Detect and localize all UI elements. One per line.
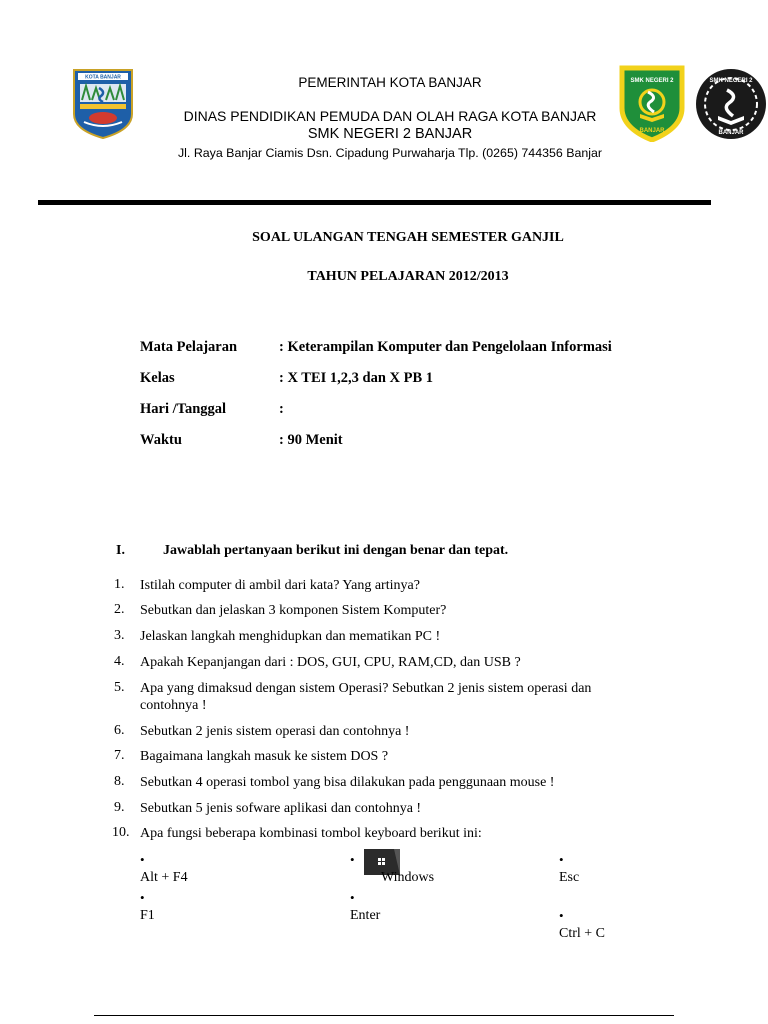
- info-value-time: : 90 Menit: [279, 432, 343, 448]
- info-value-class: : X TEI 1,2,3 dan X PB 1: [279, 370, 434, 386]
- key-windows: Windows: [381, 870, 435, 885]
- bullet-f1: •: [140, 890, 145, 905]
- header-department: DINAS PENDIDIKAN PEMUDA DAN OLAH RAGA KOTA BANJAR: [183, 108, 597, 124]
- key-enter: Enter: [350, 908, 381, 923]
- exam-title: SOAL ULANGAN TENGAH SEMESTER GANJIL: [252, 230, 564, 245]
- info-label-time: Waktu: [140, 432, 182, 448]
- header-government: PEMERINTAH KOTA BANJAR: [298, 75, 482, 90]
- kota-banjar-logo: [72, 68, 134, 140]
- academic-year: TAHUN PELAJARAN 2012/2013: [307, 269, 509, 284]
- question-text: Apa fungsi beberapa kombinasi tombol keyboard berikut ini:: [140, 826, 482, 841]
- question-number: 7.: [114, 748, 125, 763]
- question-number: 1.: [114, 577, 125, 592]
- info-label-class: Kelas: [140, 370, 175, 386]
- question-text: Apakah Kepanjangan dari : DOS, GUI, CPU, RAM,CD, dan USB ?: [140, 655, 521, 670]
- question-number: 2.: [114, 602, 125, 617]
- bullet-ctrl-c: •: [559, 908, 564, 923]
- key-f1: F1: [140, 908, 155, 923]
- bullet-enter: •: [350, 890, 355, 905]
- bullet-alt-f4: •: [140, 852, 145, 867]
- section-number: I.: [116, 543, 125, 558]
- footer-line: [94, 1015, 674, 1016]
- question-text: Jelaskan langkah menghidupkan dan mematikan PC !: [140, 629, 441, 644]
- info-label-subject: Mata Pelajaran: [140, 339, 238, 355]
- question-text: Sebutkan 5 jenis sofware aplikasi dan contohnya !: [140, 801, 422, 816]
- info-value-subject: : Keterampilan Komputer dan Pengelolaan Informasi: [279, 339, 612, 355]
- question-number: 5.: [114, 680, 125, 695]
- header-school: SMK NEGERI 2 BANJAR: [307, 126, 473, 142]
- logo-right1-text: SMK NEGERI 2: [630, 78, 674, 84]
- key-alt-f4: Alt + F4: [140, 870, 188, 885]
- question-number: 9.: [114, 800, 125, 815]
- header-divider: [38, 200, 711, 205]
- key-esc: Esc: [559, 870, 580, 885]
- logo-right1-bottom: BANJAR: [639, 128, 665, 134]
- question-number: 8.: [114, 774, 125, 789]
- question-text: Istilah computer di ambil dari kata? Yang artinya?: [140, 578, 420, 593]
- question-text: Apa yang dimaksud dengan sistem Operasi? Sebutkan 2 jenis sistem operasi dan contohnya !: [140, 681, 592, 713]
- logo-left-text: KOTA BANJAR: [85, 74, 121, 81]
- header-address: Jl. Raya Banjar Ciamis Dsn. Cipadung Purwaharja Tlp. (0265) 744356 Banjar: [177, 146, 603, 160]
- question-number: 4.: [114, 654, 125, 669]
- bullet-windows: •: [350, 852, 355, 867]
- question-number: 3.: [114, 628, 125, 643]
- smk-logo-black: [694, 66, 768, 142]
- question-number: 10.: [112, 825, 130, 840]
- question-text: Sebutkan 2 jenis sistem operasi dan contohnya !: [140, 724, 410, 739]
- key-ctrl-c: Ctrl + C: [559, 926, 606, 941]
- smk-logo-color: [618, 64, 686, 142]
- question-text: Bagaimana langkah masuk ke sistem DOS ?: [140, 749, 389, 764]
- question-text: Sebutkan dan jelaskan 3 komponen Sistem Komputer?: [140, 603, 447, 618]
- question-text: Sebutkan 4 operasi tombol yang bisa dilakukan pada penggunaan mouse !: [140, 775, 555, 790]
- info-label-date: Hari /Tanggal: [140, 401, 227, 417]
- section-instruction: Jawablah pertanyaan berikut ini dengan benar dan tepat.: [163, 543, 509, 558]
- info-value-date: :: [279, 401, 284, 417]
- question-number: 6.: [114, 723, 125, 738]
- bullet-esc: •: [559, 852, 564, 867]
- logo-right2-bottom: BANJAR: [718, 130, 744, 136]
- logo-right2-text: SMK NEGERI 2: [709, 78, 753, 84]
